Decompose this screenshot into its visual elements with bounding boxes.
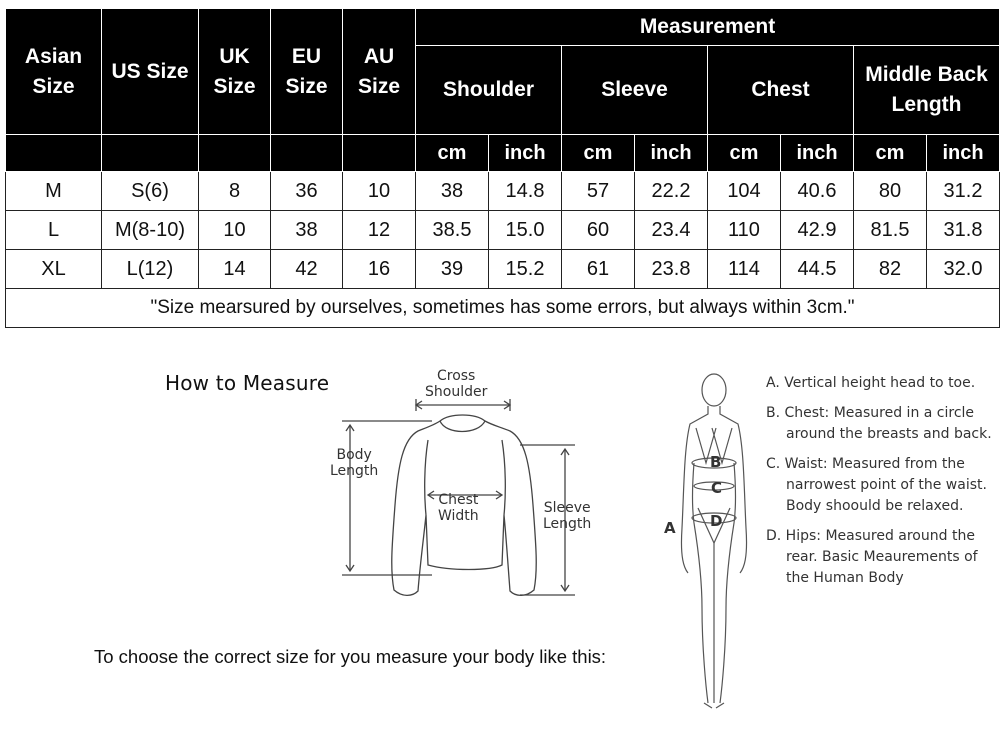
table-cell: 31.8 [927,211,1000,250]
header-uk-size: UK Size [199,9,271,135]
table-cell: 38 [416,172,489,211]
table-cell: 82 [854,250,927,289]
table-cell: 104 [708,172,781,211]
header-unit: inch [781,135,854,172]
table-cell: 12 [343,211,416,250]
table-cell: 10 [199,211,271,250]
table-cell: 44.5 [781,250,854,289]
header-measurement: Measurement [416,9,1000,46]
header-unit: inch [635,135,708,172]
header-spacer [199,135,271,172]
header-us-size: US Size [102,9,199,135]
table-cell: 110 [708,211,781,250]
note-waist: C. Waist: Measured from the narrowest point of the waist. Body shoould be relaxed. [766,456,987,514]
table-row [6,172,1000,211]
header-au-size: AU Size [343,9,416,135]
header-unit: cm [854,135,927,172]
size-chart-table [5,8,1000,328]
header-shoulder: Shoulder [416,46,562,135]
table-note-row [6,289,1000,328]
table-cell: M(8-10) [102,211,199,250]
table-row [6,250,1000,289]
header-eu-size: EU Size [271,9,343,135]
table-cell: 31.2 [927,172,1000,211]
table-cell: 23.8 [635,250,708,289]
header-spacer [271,135,343,172]
header-spacer [343,135,416,172]
marker-b: B [710,453,722,471]
marker-c: C [711,479,723,497]
chest-width-label: Chest Width [438,492,479,524]
header-spacer [6,135,102,172]
table-cell: 22.2 [635,172,708,211]
header-unit: inch [489,135,562,172]
note-chest: B. Chest: Measured in a circle around the breasts and back. [766,405,992,442]
table-cell: S(6) [102,172,199,211]
header-unit: inch [927,135,1000,172]
garment-illustration [320,365,620,605]
header-sleeve: Sleeve [562,46,708,135]
table-cell: 36 [271,172,343,211]
table-cell: 38 [271,211,343,250]
table-cell: 15.2 [489,250,562,289]
body-length-label: Body Length [330,447,379,479]
table-cell: 57 [562,172,635,211]
table-cell: 15.0 [489,211,562,250]
how-to-measure-heading: How to Measure [165,371,330,395]
marker-a: A [664,519,676,537]
header-unit: cm [416,135,489,172]
sleeve-length-label: Sleeve Length [543,500,592,532]
table-cell: 42.9 [781,211,854,250]
cross-shoulder-label: Cross Shoulder [425,368,488,400]
marker-d: D [710,512,723,530]
header-spacer [102,135,199,172]
table-cell: 40.6 [781,172,854,211]
table-cell: 61 [562,250,635,289]
note-height: A. Vertical height head to toe. [766,375,976,391]
measure-instruction: To choose the correct size for you measure your body like this: [94,646,607,667]
body-measure-notes [766,373,996,598]
table-cell: 8 [199,172,271,211]
table-cell: M [6,172,102,211]
table-cell: 60 [562,211,635,250]
table-cell: 23.4 [635,211,708,250]
table-cell: 39 [416,250,489,289]
header-chest: Chest [708,46,854,135]
table-cell: XL [6,250,102,289]
table-cell: L(12) [102,250,199,289]
header-asian-size: Asian Size [6,9,102,135]
table-cell: 42 [271,250,343,289]
table-cell: 10 [343,172,416,211]
header-unit: cm [562,135,635,172]
table-cell: 14.8 [489,172,562,211]
table-cell: L [6,211,102,250]
body-measure-illustration [680,368,780,713]
note-hips: D. Hips: Measured around the rear. Basic Meaurements of the Human Body [766,528,978,586]
table-row [6,211,1000,250]
table-note: "Size mearsured by ourselves, sometimes has some errors, but always within 3cm." [6,289,1000,328]
header-middle-back-length: Middle Back Length [854,46,1000,135]
table-cell: 14 [199,250,271,289]
table-cell: 114 [708,250,781,289]
table-cell: 38.5 [416,211,489,250]
table-cell: 80 [854,172,927,211]
header-unit: cm [708,135,781,172]
table-cell: 16 [343,250,416,289]
table-cell: 81.5 [854,211,927,250]
table-cell: 32.0 [927,250,1000,289]
